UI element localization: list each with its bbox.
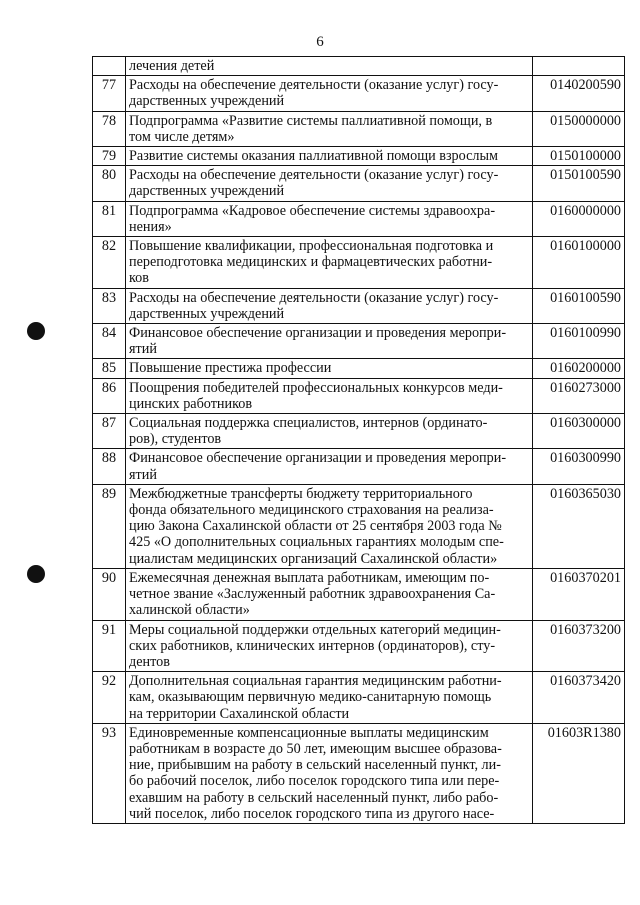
- row-name-text: Подпрограмма «Развитие системы паллиативной помощи, в том числе детям»: [129, 112, 493, 145]
- row-name-cell: [126, 484, 533, 568]
- row-number-text: 88: [101, 450, 117, 467]
- budget-classification-table: [92, 56, 625, 824]
- row-name-cell: [126, 324, 533, 359]
- row-name-text: Социальная поддержка специалистов, интернов (ординато- ров), студентов: [129, 415, 488, 448]
- row-code-text: 0150000000: [550, 112, 621, 129]
- row-number-text: 90: [101, 569, 117, 586]
- table-row: [93, 723, 625, 823]
- row-code-cell: [533, 568, 625, 620]
- row-code-cell: [533, 324, 625, 359]
- table-row: [93, 449, 625, 484]
- row-code-cell: [533, 166, 625, 201]
- row-code-cell: [533, 672, 625, 724]
- row-code-text: 0160300000: [550, 415, 621, 432]
- row-name-text: Ежемесячная денежная выплата работникам, имеющим по- четное звание «Заслуженный работник здравоохранения Са- халинской области»: [129, 569, 496, 619]
- row-code-text: 0160100590: [550, 289, 621, 306]
- table-row: [93, 414, 625, 449]
- row-code-cell: [533, 414, 625, 449]
- row-number-text: 79: [101, 148, 117, 165]
- row-name-text: Повышение квалификации, профессиональная подготовка и переподготовка медицинских и фармацевтических работни- ков: [129, 238, 494, 287]
- row-number-cell: [93, 449, 126, 484]
- row-number-cell: [93, 166, 126, 201]
- row-number-text: 84: [101, 325, 117, 342]
- row-name-text: Подпрограмма «Кадровое обеспечение системы здравоохра- нения»: [129, 202, 496, 235]
- row-number-cell: [93, 324, 126, 359]
- row-number-cell: [93, 620, 126, 672]
- row-code-cell: [533, 484, 625, 568]
- table-body: [93, 57, 625, 824]
- table-row: [93, 359, 625, 378]
- row-code-cell: [533, 147, 625, 166]
- row-name-text: Единовременные компенсационные выплаты медицинским работникам в возрасте до 50 лет, имеющим высшее образова- ние, прибывшим на работу в сельский населенный пункт, ли- бо рабочий поселок, либо поселок городского типа или пере- ехавшим на работу в сельский населенный пункт, либо рабо- чий поселок, либо поселок городского типа из другого насе-: [129, 724, 502, 822]
- row-name-text: Меры социальной поддержки отдельных категорий медицин- ских работников, клинических интернов (ординаторов), сту- дентов: [129, 621, 501, 670]
- row-number-text: 93: [101, 724, 117, 741]
- row-code-text: 0140200590: [550, 77, 621, 94]
- table-row: [93, 201, 625, 236]
- row-name-cell: [126, 57, 533, 76]
- row-number-cell: [93, 723, 126, 823]
- row-number-cell: [93, 672, 126, 724]
- row-name-cell: [126, 568, 533, 620]
- row-code-cell: [533, 359, 625, 378]
- row-code-text: 01603R1380: [547, 724, 621, 741]
- table-row: [93, 568, 625, 620]
- row-name-cell: [126, 449, 533, 484]
- row-number-cell: [93, 57, 126, 76]
- row-code-cell: [533, 723, 625, 823]
- row-name-cell: [126, 201, 533, 236]
- row-code-cell: [533, 288, 625, 323]
- row-number-cell: [93, 359, 126, 378]
- table-row: [93, 237, 625, 289]
- row-name-text: Дополнительная социальная гарантия медицинским работни- кам, оказывающим первичную медико-санитарную помощь на территории Сахалинской области: [129, 673, 502, 722]
- row-code-text: 0160373200: [550, 621, 621, 638]
- row-code-text: 0160200000: [550, 360, 621, 377]
- row-code-cell: [533, 620, 625, 672]
- row-code-cell: [533, 201, 625, 236]
- row-number-text: 80: [101, 167, 117, 184]
- row-name-text: Расходы на обеспечение деятельности (оказание услуг) госу- дарственных учреждений: [129, 289, 499, 322]
- row-name-text: лечения детей: [129, 58, 215, 74]
- row-name-text: Финансовое обеспечение организации и проведения меропри- ятий: [129, 325, 507, 358]
- row-name-cell: [126, 723, 533, 823]
- row-code-text: 0160300990: [550, 450, 621, 467]
- row-name-cell: [126, 378, 533, 413]
- row-name-cell: [126, 288, 533, 323]
- punch-hole-mark: [27, 322, 45, 340]
- row-number-text: 78: [101, 112, 117, 129]
- row-name-text: Расходы на обеспечение деятельности (оказание услуг) госу- дарственных учреждений: [129, 167, 499, 200]
- table-row: [93, 166, 625, 201]
- row-code-text: 0160370201: [550, 569, 621, 586]
- row-name-cell: [126, 166, 533, 201]
- row-code-text: 0150100000: [550, 148, 621, 165]
- row-number-cell: [93, 201, 126, 236]
- row-number-cell: [93, 147, 126, 166]
- row-number-cell: [93, 111, 126, 146]
- row-name-text: Развитие системы оказания паллиативной помощи взрослым: [129, 148, 498, 165]
- row-number-text: 83: [101, 289, 117, 306]
- row-code-cell: [533, 76, 625, 111]
- table-row: [93, 111, 625, 146]
- row-code-cell: [533, 378, 625, 413]
- row-name-cell: [126, 414, 533, 449]
- table-row: [93, 324, 625, 359]
- row-code-text: 0160365030: [550, 485, 621, 502]
- table-row: [93, 378, 625, 413]
- row-number-text: 89: [101, 485, 117, 502]
- row-code-text: 0160100000: [550, 238, 621, 255]
- row-name-cell: [126, 359, 533, 378]
- row-name-text: Расходы на обеспечение деятельности (оказание услуг) госу- дарственных учреждений: [129, 77, 499, 110]
- row-number-cell: [93, 414, 126, 449]
- row-code-text: 0160373420: [550, 673, 621, 690]
- row-number-text: 91: [101, 621, 117, 638]
- row-number-text: 87: [101, 415, 117, 432]
- row-number-text: 81: [101, 202, 117, 219]
- row-name-cell: [126, 147, 533, 166]
- row-code-text: 0160100990: [550, 325, 621, 342]
- row-name-text: Поощрения победителей профессиональных конкурсов меди- цинских работников: [129, 379, 503, 412]
- row-code-cell: [533, 57, 625, 76]
- row-number-text: 92: [101, 673, 117, 690]
- row-code-cell: [533, 237, 625, 289]
- row-number-cell: [93, 484, 126, 568]
- row-number-cell: [93, 568, 126, 620]
- row-name-cell: [126, 620, 533, 672]
- row-name-cell: [126, 76, 533, 111]
- table-row: [93, 672, 625, 724]
- row-name-text: Межбюджетные трансферты бюджету территориального фонда обязательного медицинского страхования на реализа- цию Закона Сахалинской области от 25 сентября 2003 года № 425 «О дополнительных социальных гарантиях молодым спе- циалистам медицинских организаций Сахалинской области»: [129, 485, 504, 567]
- row-name-cell: [126, 672, 533, 724]
- table-row: [93, 620, 625, 672]
- table-row: [93, 147, 625, 166]
- row-number-text: 85: [101, 360, 117, 377]
- punch-hole-mark: [27, 565, 45, 583]
- row-number-cell: [93, 378, 126, 413]
- row-code-cell: [533, 111, 625, 146]
- table-row: [93, 76, 625, 111]
- row-name-cell: [126, 237, 533, 289]
- row-code-text: 0150100590: [550, 167, 621, 184]
- row-name-cell: [126, 111, 533, 146]
- table-row: [93, 288, 625, 323]
- row-code-text: 0160273000: [550, 379, 621, 396]
- row-number-cell: [93, 237, 126, 289]
- row-number-text: 82: [101, 238, 117, 255]
- table-row: [93, 484, 625, 568]
- page-number: 6: [316, 34, 324, 50]
- row-name-text: Финансовое обеспечение организации и проведения меропри- ятий: [129, 450, 507, 483]
- row-code-cell: [533, 449, 625, 484]
- row-number-cell: [93, 288, 126, 323]
- row-number-text: 86: [101, 379, 117, 396]
- row-name-text: Повышение престижа профессии: [129, 360, 332, 377]
- table-row: [93, 57, 625, 76]
- row-number-cell: [93, 76, 126, 111]
- row-code-text: 0160000000: [550, 202, 621, 219]
- row-number-text: 77: [101, 77, 117, 94]
